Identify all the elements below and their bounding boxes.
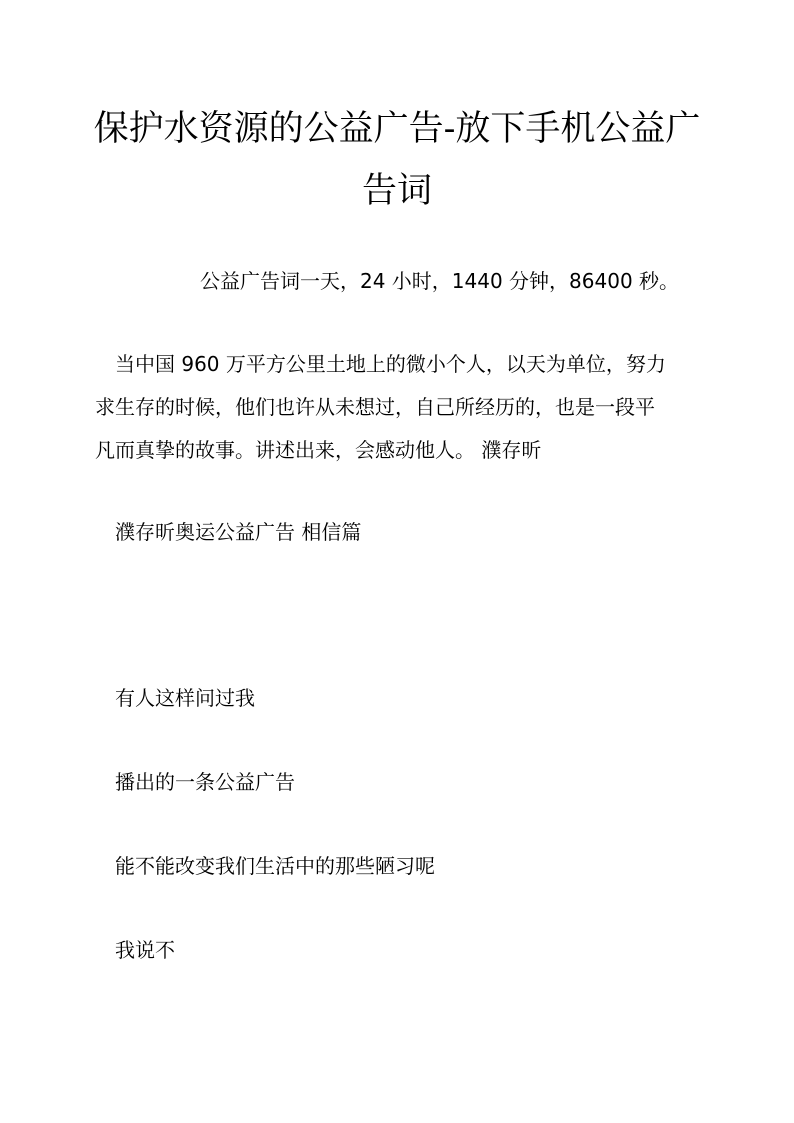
ad-title-paragraph: 濮存昕奥运公益广告 相信篇 bbox=[115, 520, 362, 544]
body-line-1: 当中国 960 万平方公里土地上的微小个人，以天为单位，努力 bbox=[115, 352, 666, 376]
intro-paragraph: 公益广告词一天，24 小时，1440 分钟，86400 秒。 bbox=[200, 269, 680, 293]
title-line-2: 告词 bbox=[361, 171, 432, 211]
verse-line: 播出的一条公益广告 bbox=[115, 770, 295, 794]
document-title bbox=[90, 98, 704, 222]
verse-line: 有人这样问过我 bbox=[115, 686, 255, 710]
verse-line: 能不能改变我们生活中的那些陋习呢 bbox=[115, 854, 435, 878]
body-paragraph bbox=[95, 343, 666, 472]
verse-line: 我说不 bbox=[115, 938, 175, 962]
body-line-3: 凡而真挚的故事。讲述出来，会感动他人。 濮存昕 bbox=[95, 438, 542, 462]
title-line-1: 保护水资源的公益广告-放下手机公益广 bbox=[93, 109, 701, 149]
body-line-2: 求生存的时候，他们也许从未想过，自己所经历的，也是一段平 bbox=[95, 395, 655, 419]
